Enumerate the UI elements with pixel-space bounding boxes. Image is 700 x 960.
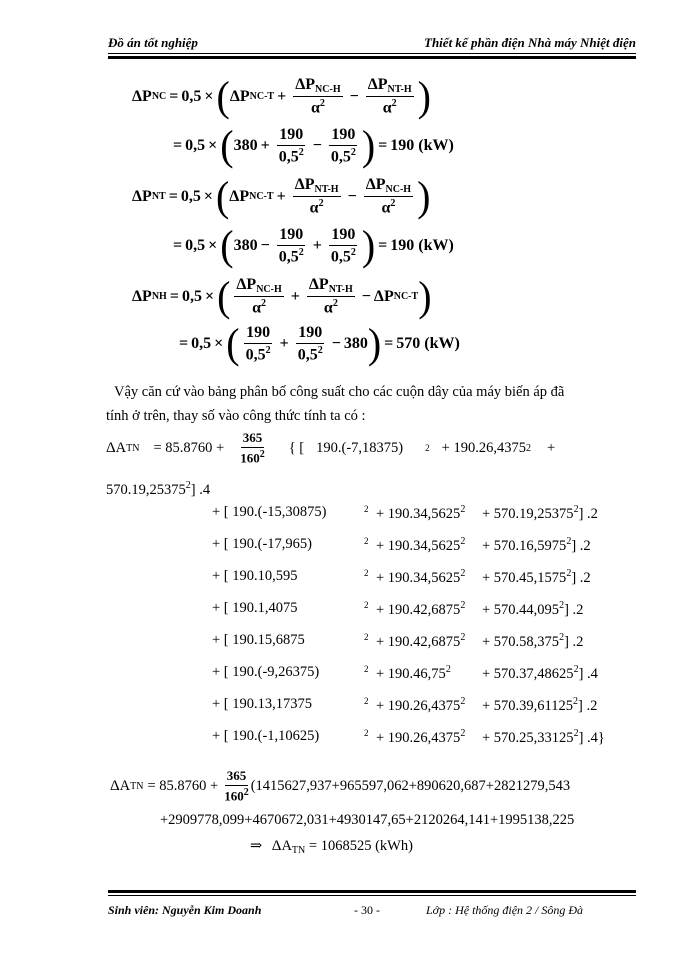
formula-dP-NC: ΔP NC = 0,5 × ( ΔP NC-T + $\frac{\Delta P_{NC-H}}{\alpha^2}$ − $\frac{\Delta P_{NT-H}}{\alpha^2}$ ) <box>132 72 431 120</box>
calc-result: ⇒ $\Delta A_{TN} = 1068525$ (kWh) <box>250 838 413 856</box>
formula-dP-NH: ΔP NH = 0,5 × ( $\frac{\Delta P_{NC-H}}{\alpha^2}$ + $\frac{\Delta P_{NT-H}}{\alpha^2}$ − ΔP NC-T ) <box>132 272 432 320</box>
formula-dP-NT-value: = 0,5 × ( 380 − $\frac{190}{0,5^2}$ + $\frac{190}{0,5^2}$ ) = 190 (kW) <box>173 222 454 270</box>
footer-page-number: - 30 - <box>354 903 380 917</box>
header-left: Đồ án tốt nghiệp <box>108 35 198 50</box>
calc-sum-line-2: +2909778,099+4670672,031+4930147,65+2120264,141+1995138,225 <box>160 812 575 828</box>
calc-sum-line: Δ A TN = 85.8760 + $\frac{365}{160^2}$ (1415627,937+965597,062+890620,687+2821279,543 <box>110 768 571 804</box>
paragraph-line-2: tính ở trên, thay số vào công thức tính ta có : <box>106 408 366 424</box>
paragraph-line-1: Vậy căn cứ vào bảng phân bố công suất cho các cuộn dây của máy biến áp đã <box>114 384 565 400</box>
formula-dP-NC-value: = 0,5 × ( 380 + $\frac{190}{0,5^2}$ − $\frac{190}{0,5^2}$ ) = 190 (kW) <box>173 122 454 170</box>
footer-class: Lớp : Hệ thống điện 2 / Sông Đà <box>426 903 584 917</box>
formula-dP-NT: ΔP NT = 0,5 × ( ΔP NC-T + $\frac{\Delta P_{NT-H}}{\alpha^2}$ − $\frac{\Delta P_{NC-H}}{\alpha^2}$ ) <box>132 172 431 220</box>
formula-dP-NH-value: = 0,5 × ( $\frac{190}{0,5^2}$ + $\frac{190}{0,5^2}$ − 380 ) = 570 (kW) <box>179 320 460 368</box>
calc-line-1: Δ A TN = 85.8760 + $\frac{365}{160^2}$ { [ 190.(-7,18375) 2 + 190.26,4375 2 + <box>106 430 556 466</box>
header-right: Thiết kế phần điện Nhà máy Nhiệt điện <box>424 35 636 50</box>
footer-rule-thick <box>108 890 636 893</box>
header-rule-thin <box>108 53 636 54</box>
footer-student: Sinh viên: Nguyễn Kim Doanh <box>108 903 262 917</box>
footer-rule-thin <box>108 895 636 896</box>
header-rule-thick <box>108 56 636 59</box>
calc-line-2: 570.19,25375$^2$] .4 <box>106 480 211 498</box>
